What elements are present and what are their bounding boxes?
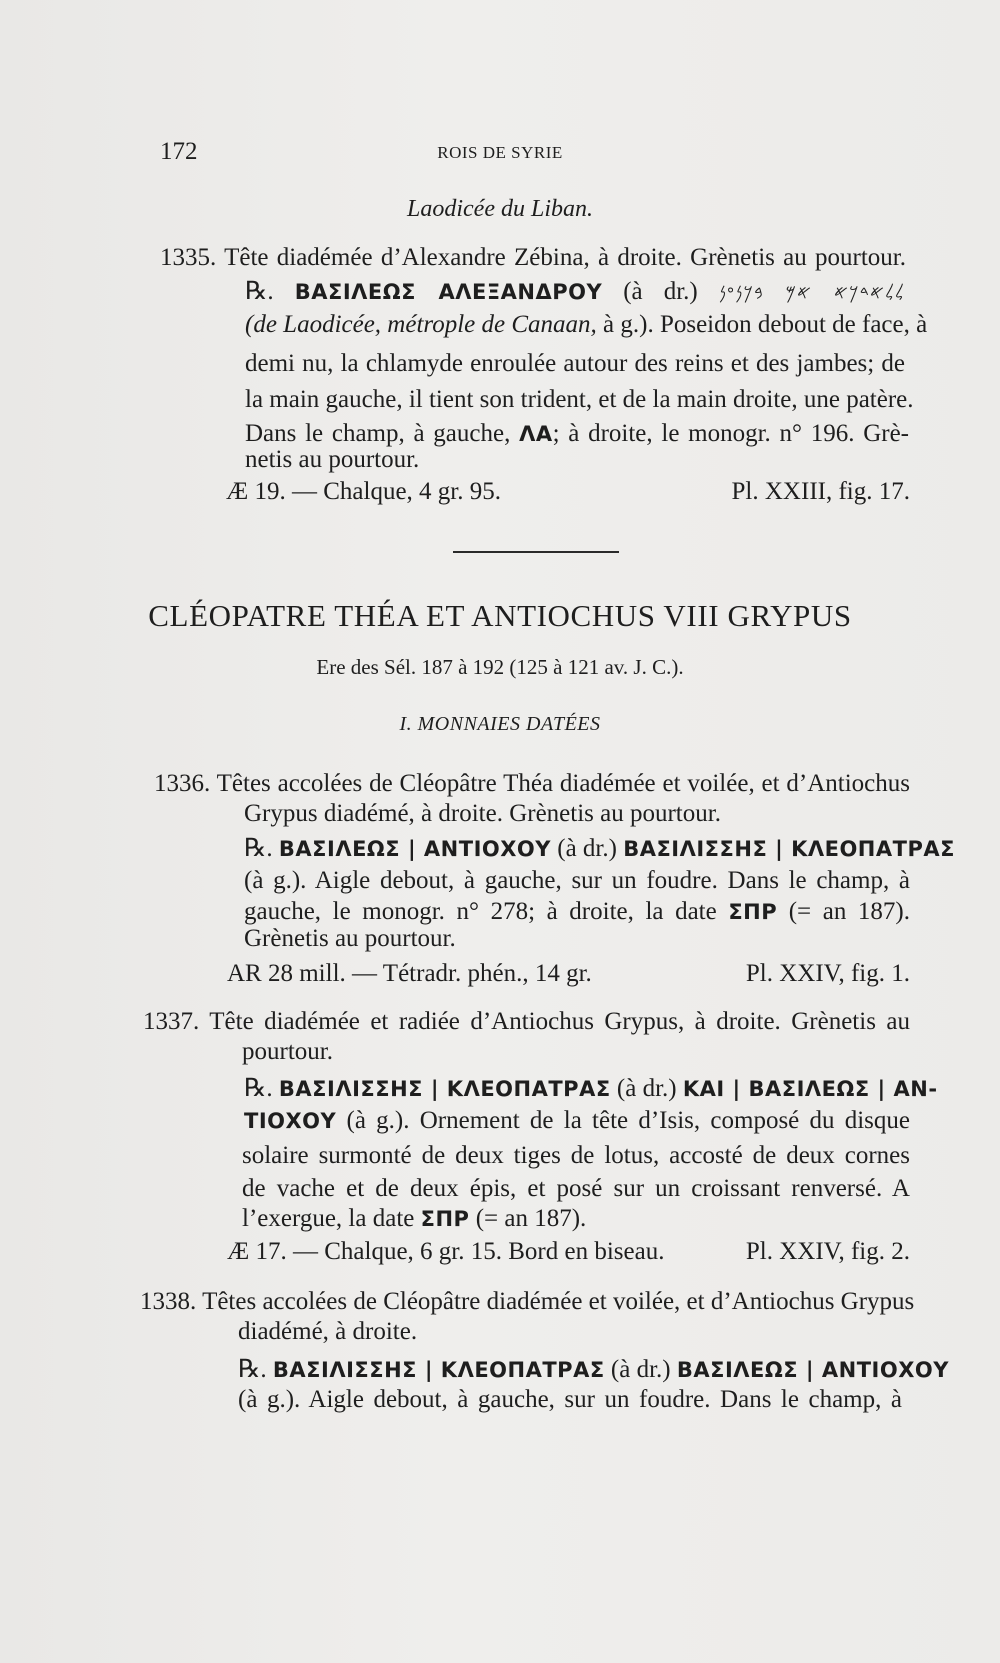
section-title: Laodicée du Liban. xyxy=(407,196,593,222)
entry-1337-line-6: de vache et de deux épis, et posé sur un croissant renversé. A xyxy=(242,1175,910,1202)
entry-1335-meta xyxy=(226,478,910,506)
entry-1335-line-2: ℞. ΒΑΣΙΛΕΩΣ ΑΛΕΞΑΝΔΡΟΥ (à dr.) 𐤋𐤋𐤀𐤃𐤊𐤀 𐤀𐤌 𐤁𐤊𐤍𐤏𐤍 xyxy=(245,278,906,305)
entry-number: 1337. xyxy=(143,1008,200,1035)
section-divider xyxy=(453,551,619,553)
greek-legend: ΒΑΣΙΛΕΩΣ | ΑΝΤΙΟΧΟΥ xyxy=(278,837,551,861)
entry-1335-line-6: Dans le champ, à gauche, ΛΑ; à droite, le monogr. n° 196. Grè- xyxy=(245,420,909,447)
entry-1337-line-5: solaire surmonté de deux tiges de lotus, accosté de deux cornes xyxy=(242,1142,910,1169)
greek-date: ΣΠΡ xyxy=(728,900,778,924)
greek-legend: ΒΑΣΙΛΙΣΣΗΣ | ΚΛΕΟΠΑΤΡΑΣ xyxy=(272,1358,605,1382)
entry-1338-line-1: 1338. Têtes accolées de Cléopâtre diadémée et voilée, et d’Antiochus Grypus xyxy=(140,1288,915,1315)
greek-letters: ΛΑ xyxy=(519,422,553,446)
entry-1337-line-1: 1337. Tête diadémée et radiée d’Antiochus Grypus, à droite. Grènetis au xyxy=(143,1008,910,1035)
king-title: CLÉOPATRE THÉA ET ANTIOCHUS VIII GRYPUS xyxy=(148,598,852,633)
entry-number: 1335. xyxy=(160,244,217,271)
entry-1338-line-4: (à g.). Aigle debout, à gauche, sur un foudre. Dans le champ, à xyxy=(238,1386,902,1413)
phoenician-legend: 𐤋𐤋𐤀𐤃𐤊𐤀 𐤀𐤌 𐤁𐤊𐤍𐤏𐤍 xyxy=(718,282,906,304)
entry-1338-line-3: ℞. ΒΑΣΙΛΙΣΣΗΣ | ΚΛΕΟΠΑΤΡΑΣ (à dr.) ΒΑΣΙΛΕΩΣ | ΑΝΤΙΟΧΟΥ xyxy=(238,1356,949,1383)
coin-metrics: Æ 17. — Chalque, 6 gr. 15. Bord en biseau. xyxy=(227,1238,665,1265)
greek-legend: ΒΑΣΙΛΕΩΣ | ΑΝΤΙΟΧΟΥ xyxy=(676,1358,949,1382)
entry-1337-meta xyxy=(227,1238,910,1266)
greek-legend: ΚΑΙ | ΒΑΣΙΛΕΩΣ | ΑΝ- xyxy=(682,1077,938,1101)
entry-1335-line-5: la main gauche, il tient son trident, et de la main droite, une patère. xyxy=(245,386,914,413)
era-dates: Ere des Sél. 187 à 192 (125 à 121 av. J. C.). xyxy=(316,655,684,679)
plate-reference: Pl. XXIV, fig. 2. xyxy=(745,1238,910,1265)
greek-legend: ΒΑΣΙΛΙΣΣΗΣ | ΚΛΕΟΠΑΤΡΑΣ xyxy=(623,837,955,861)
entry-1337-line-7: l’exergue, la date ΣΠΡ (= an 187). xyxy=(242,1205,587,1232)
entry-1336-meta xyxy=(227,960,910,988)
entry-number: 1336. xyxy=(154,770,211,797)
entry-number: 1338. xyxy=(140,1288,197,1315)
entry-1336-line-4: (à g.). Aigle debout, à gauche, sur un foudre. Dans le champ, à xyxy=(244,867,910,894)
plate-reference: Pl. XXIV, fig. 1. xyxy=(745,960,910,987)
entry-1335-line-1: 1335. Tête diadémée d’Alexandre Zébina, à droite. Grènetis au pourtour. xyxy=(160,244,906,271)
entry-1337-line-2: pourtour. xyxy=(242,1038,333,1065)
entry-1335-line-3: (de Laodicée, métrople de Canaan, à g.). Poseidon debout de face, à xyxy=(245,311,928,338)
coin-metrics: AR 28 mill. — Tétradr. phén., 14 gr. xyxy=(227,960,592,987)
entry-1335-line-7: netis au pourtour. xyxy=(245,446,420,473)
entry-1336-line-6: Grènetis au pourtour. xyxy=(244,925,456,952)
reverse-symbol: ℞. xyxy=(245,278,274,305)
entry-1336-line-2: Grypus diadémé, à droite. Grènetis au pourtour. xyxy=(244,800,721,827)
greek-legend: ΤΙΟΧΟΥ xyxy=(244,1109,337,1133)
greek-date: ΣΠΡ xyxy=(420,1207,470,1231)
reverse-symbol: ℞. xyxy=(238,1356,267,1383)
entry-1336-line-1: 1336. Têtes accolées de Cléopâtre Théa diadémée et voilée, et d’Antiochus xyxy=(154,770,910,797)
greek-legend: ΒΑΣΙΛΙΣΣΗΣ | ΚΛΕΟΠΑΤΡΑΣ xyxy=(278,1077,611,1101)
entry-1336-line-3: ℞. ΒΑΣΙΛΕΩΣ | ΑΝΤΙΟΧΟΥ (à dr.) ΒΑΣΙΛΙΣΣΗΣ | ΚΛΕΟΠΑΤΡΑΣ xyxy=(244,835,955,862)
greek-legend: ΒΑΣΙΛΕΩΣ ΑΛΕΞΑΝΔΡΟΥ xyxy=(294,280,603,304)
entry-1337-line-4: ΤΙΟΧΟΥ (à g.). Ornement de la tête d’Isis, composé du disque xyxy=(244,1107,911,1134)
coin-metrics: Æ 19. — Chalque, 4 gr. 95. xyxy=(226,478,501,505)
entry-1337-line-3: ℞. ΒΑΣΙΛΙΣΣΗΣ | ΚΛΕΟΠΑΤΡΑΣ (à dr.) ΚΑΙ | ΒΑΣΙΛΕΩΣ | ΑΝ- xyxy=(244,1075,938,1102)
entry-1336-line-5: gauche, le monogr. n° 278; à droite, la date ΣΠΡ (= an 187). xyxy=(244,898,910,925)
entry-1335-line-4: demi nu, la chlamyde enroulée autour des reins et des jambes; de xyxy=(245,350,905,377)
plate-reference: Pl. XXIII, fig. 17. xyxy=(731,478,910,505)
page-number: 172 xyxy=(160,138,198,165)
entry-1338-line-2: diadémé, à droite. xyxy=(238,1318,418,1345)
reverse-symbol: ℞. xyxy=(244,1075,273,1102)
subheading: I. MONNAIES DATÉES xyxy=(399,713,601,735)
running-title: ROIS DE SYRIE xyxy=(437,143,563,162)
reverse-symbol: ℞. xyxy=(244,835,273,862)
